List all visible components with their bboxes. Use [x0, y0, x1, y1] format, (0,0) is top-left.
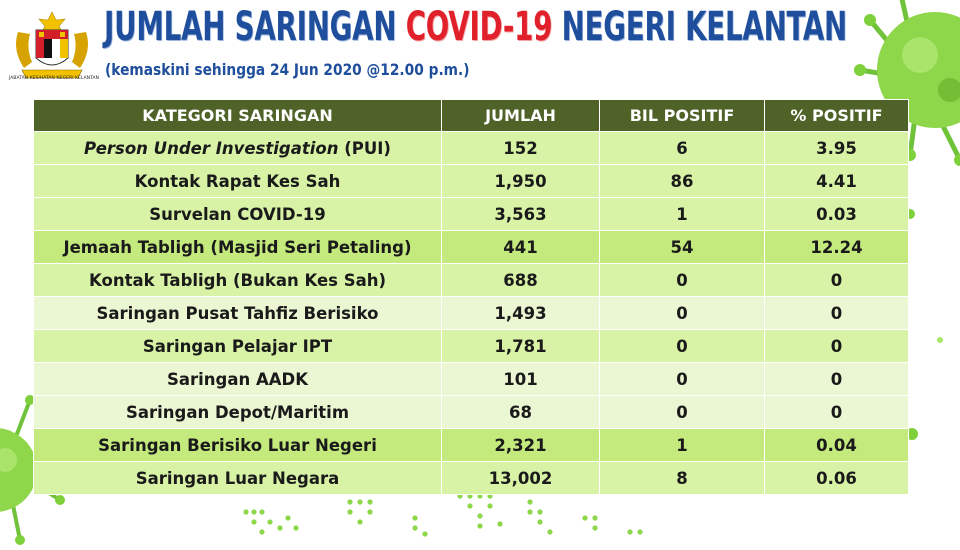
cell-peratus: 4.41 — [765, 165, 909, 198]
cell-jumlah: 68 — [442, 396, 600, 429]
cell-positif: 0 — [600, 297, 765, 330]
cell-jumlah: 13,002 — [442, 462, 600, 495]
cell-peratus: 0 — [765, 396, 909, 429]
cell-peratus: 3.95 — [765, 132, 909, 165]
cell-jumlah: 101 — [442, 363, 600, 396]
cell-positif: 8 — [600, 462, 765, 495]
cell-peratus: 12.24 — [765, 231, 909, 264]
cell-category — [34, 132, 442, 165]
cell-jumlah: 441 — [442, 231, 600, 264]
cell-positif: 1 — [600, 198, 765, 231]
cell-positif: 0 — [600, 363, 765, 396]
table-row — [34, 264, 909, 297]
title-part-1: JUMLAH SARINGAN — [104, 2, 406, 50]
table-row — [34, 462, 909, 495]
title-part-2: NEGERI KELANTAN — [552, 2, 847, 50]
table-row — [34, 363, 909, 396]
cell-peratus: 0 — [765, 363, 909, 396]
table-row — [34, 132, 909, 165]
cell-jumlah: 2,321 — [442, 429, 600, 462]
page-subtitle: (kemaskini sehingga 24 Jun 2020 @12.00 p.m.) — [105, 60, 470, 79]
cell-jumlah: 3,563 — [442, 198, 600, 231]
header-kategori: KATEGORI SARINGAN — [34, 100, 442, 132]
cell-positif: 6 — [600, 132, 765, 165]
cell-category: Saringan Pusat Tahfiz Berisiko — [34, 297, 442, 330]
cell-positif: 0 — [600, 396, 765, 429]
cell-category: Saringan Luar Negara — [34, 462, 442, 495]
table-row — [34, 297, 909, 330]
cell-category: Kontak Rapat Kes Sah — [34, 165, 442, 198]
screening-table — [33, 99, 909, 495]
cell-category-text: (PUI) — [338, 138, 391, 158]
cell-positif: 0 — [600, 330, 765, 363]
cell-peratus: 0.03 — [765, 198, 909, 231]
table-row — [34, 198, 909, 231]
cell-category: Kontak Tabligh (Bukan Kes Sah) — [34, 264, 442, 297]
table-header-row — [34, 100, 909, 132]
cell-peratus: 0.06 — [765, 462, 909, 495]
cell-peratus: 0.04 — [765, 429, 909, 462]
cell-category: Survelan COVID-19 — [34, 198, 442, 231]
cell-category: Saringan Depot/Maritim — [34, 396, 442, 429]
cell-jumlah: 152 — [442, 132, 600, 165]
state-crest-logo — [8, 8, 96, 84]
cell-positif: 86 — [600, 165, 765, 198]
cell-jumlah: 1,493 — [442, 297, 600, 330]
cell-category: Saringan AADK — [34, 363, 442, 396]
page-title — [104, 2, 847, 50]
table-row — [34, 165, 909, 198]
cell-positif: 0 — [600, 264, 765, 297]
virus-dots-right-icon — [900, 200, 960, 460]
cell-positif: 54 — [600, 231, 765, 264]
cell-category-italic: Person Under Investigation — [84, 138, 339, 158]
cell-positif: 1 — [600, 429, 765, 462]
logo-caption: JABATAN KESIHATAN NEGERI KELANTAN — [8, 76, 100, 81]
cell-category: Saringan Pelajar IPT — [34, 330, 442, 363]
cell-peratus: 0 — [765, 330, 909, 363]
cell-category: Jemaah Tabligh (Masjid Seri Petaling) — [34, 231, 442, 264]
cell-jumlah: 1,950 — [442, 165, 600, 198]
header-bil-positif: BIL POSITIF — [600, 100, 765, 132]
dot-pattern-decoration-icon — [240, 488, 680, 540]
cell-jumlah: 1,781 — [442, 330, 600, 363]
title-highlight: COVID-19 — [405, 2, 553, 50]
table-row — [34, 429, 909, 462]
table-row — [34, 396, 909, 429]
cell-jumlah: 688 — [442, 264, 600, 297]
table-row — [34, 330, 909, 363]
header-peratus-positif: % POSITIF — [765, 100, 909, 132]
header-jumlah: JUMLAH — [442, 100, 600, 132]
table-row — [34, 231, 909, 264]
cell-category: Saringan Berisiko Luar Negeri — [34, 429, 442, 462]
cell-peratus: 0 — [765, 264, 909, 297]
cell-peratus: 0 — [765, 297, 909, 330]
